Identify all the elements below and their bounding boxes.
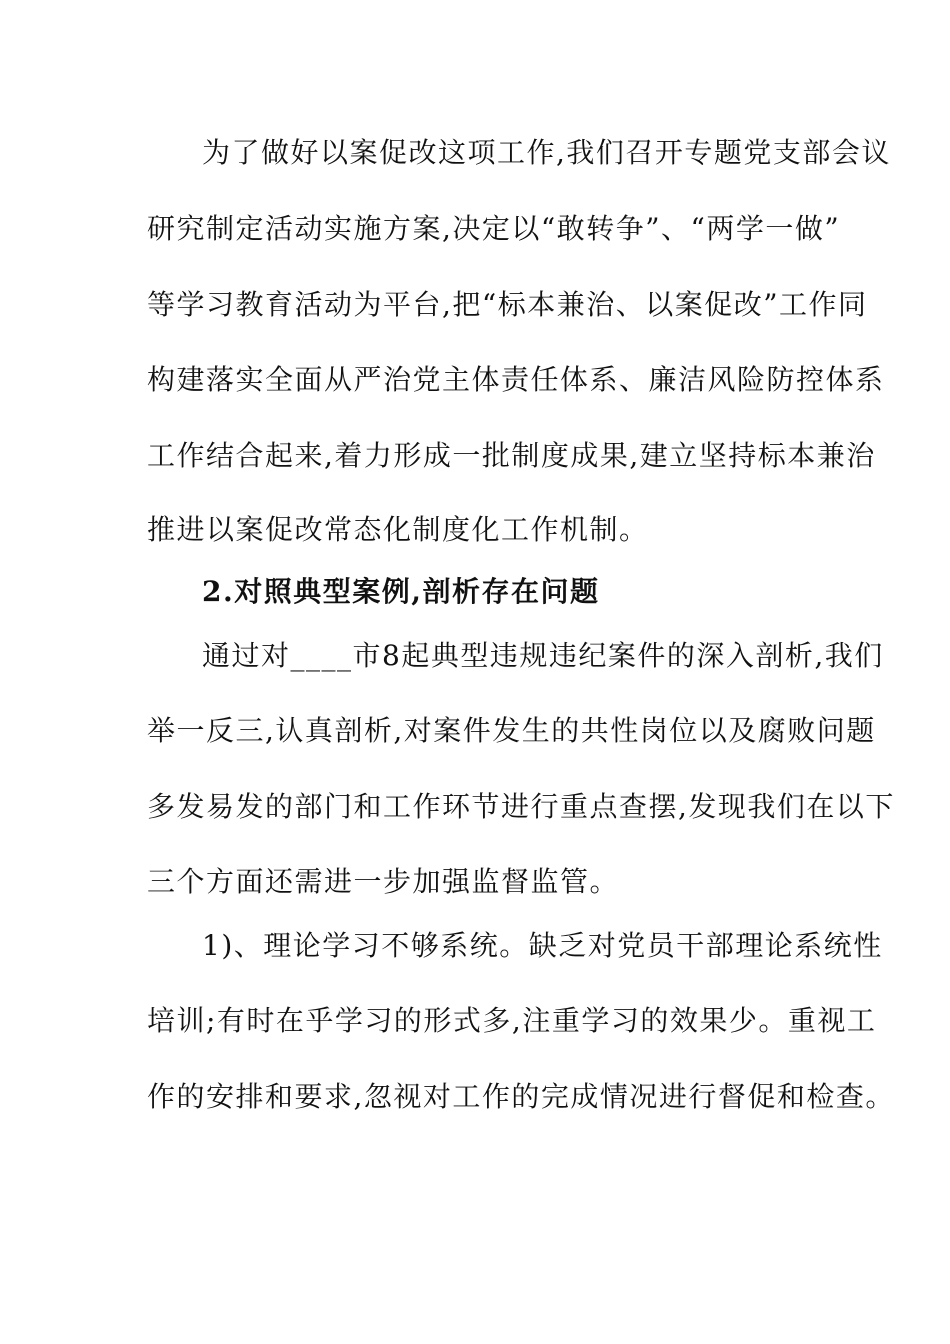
paragraph-3-line-1: 1)、理论学习不够系统。缺乏对党员干部理论系统性 xyxy=(202,929,883,962)
paragraph-2-line-4: 三个方面还需进一步加强监督监管。 xyxy=(147,865,620,898)
paragraph-1-line-3: 等学习教育活动为平台,把“标本兼治、以案促改”工作同 xyxy=(147,288,868,321)
paragraph-2-line-2: 举一反三,认真剖析,对案件发生的共性岗位以及腐败问题 xyxy=(147,714,876,747)
paragraph-1-line-6: 推进以案促改常态化制度化工作机制。 xyxy=(147,513,649,546)
paragraph-1-line-2: 研究制定活动实施方案,决定以“敢转争”、“两学一做” xyxy=(147,212,841,245)
paragraph-3-line-3: 作的安排和要求,忽视对工作的完成情况进行督促和检查。 xyxy=(147,1080,895,1113)
paragraph-2-line-3: 多发易发的部门和工作环节进行重点查摆,发现我们在以下 xyxy=(147,790,895,823)
section-heading: 2.对照典型案例,剖析存在问题 xyxy=(202,575,600,608)
paragraph-1-line-1: 为了做好以案促改这项工作,我们召开专题党支部会议 xyxy=(202,136,891,169)
paragraph-3-line-2: 培训;有时在乎学习的形式多,注重学习的效果少。重视工 xyxy=(147,1004,877,1037)
paragraph-1-line-5: 工作结合起来,着力形成一批制度成果,建立坚持标本兼治 xyxy=(147,439,876,472)
paragraph-2-line-1: 通过对____市8起典型违规违纪案件的深入剖析,我们 xyxy=(202,639,884,672)
paragraph-1-line-4: 构建落实全面从严治党主体责任体系、廉洁风险防控体系 xyxy=(147,363,885,396)
